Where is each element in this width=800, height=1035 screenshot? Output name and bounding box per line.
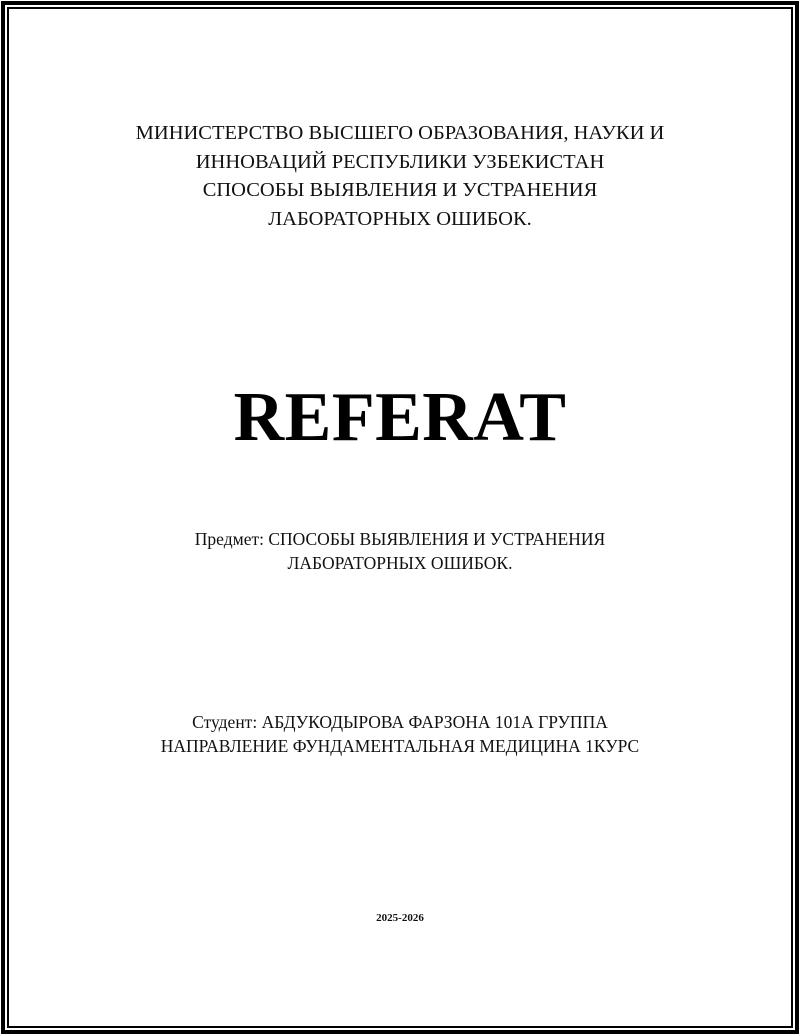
header-line: МИНИСТЕРСТВО ВЫСШЕГО ОБРАЗОВАНИЯ, НАУКИ И (135, 122, 665, 144)
student-block (0, 710, 800, 758)
document-title: REFERAT (233, 379, 567, 456)
header-line: ЛАБОРАТОРНЫХ ОШИБОК. (268, 207, 532, 230)
subject-line: ЛАБОРАТОРНЫХ ОШИБОК. (287, 553, 513, 573)
academic-year: 2025-2026 (376, 912, 424, 924)
student-line: Студент: АБДУКОДЫРОВА ФАРЗОНА 101А ГРУППА (192, 712, 608, 732)
ministry-header (0, 119, 800, 233)
header-line: ИННОВАЦИЙ РЕСПУБЛИКИ УЗБЕКИСТАН (195, 150, 605, 173)
subject-block (0, 527, 800, 575)
header-line: СПОСОБЫ ВЫЯВЛЕНИЯ И УСТРАНЕНИЯ (202, 179, 598, 201)
student-line: НАПРАВЛЕНИЕ ФУНДАМЕНТАЛЬНАЯ МЕДИЦИНА 1КУРС (160, 736, 640, 756)
subject-line: Предмет: СПОСОБЫ ВЫЯВЛЕНИЯ И УСТРАНЕНИЯ (194, 529, 606, 549)
